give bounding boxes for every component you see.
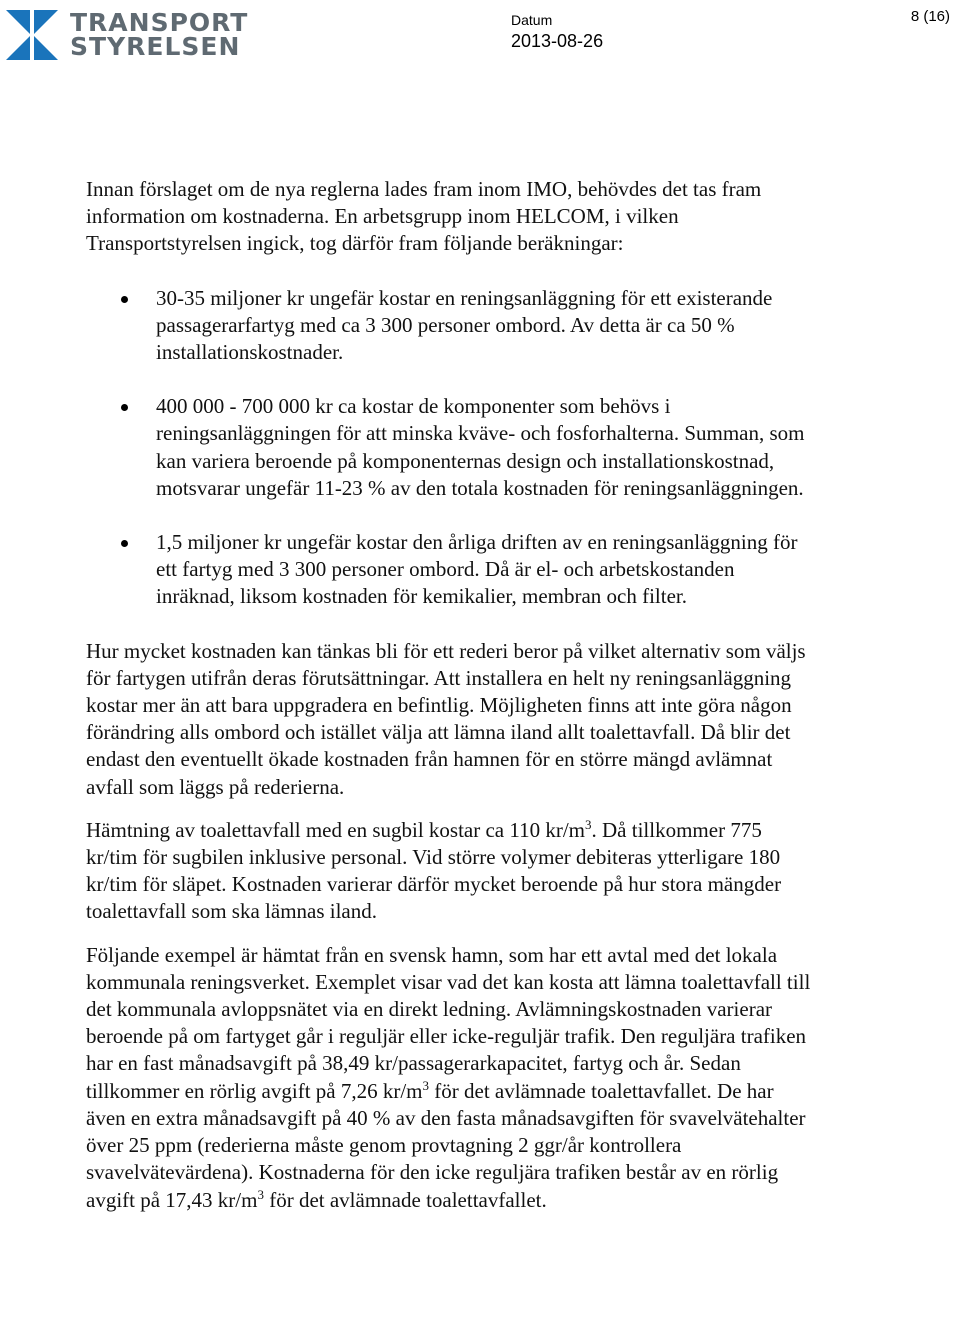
logo-wordmark [70, 8, 249, 61]
document-body [86, 176, 816, 1214]
superscript: 3 [422, 1077, 430, 1093]
logo-line-2: STYRELSEN [70, 32, 241, 61]
superscript: 3 [257, 1186, 264, 1202]
text-run: Hämtning av toalettavfall med en sugbil kostar ca 110 kr/m [86, 817, 586, 842]
text-run: för det avlämnade toalettavfallet. [263, 1187, 547, 1212]
text-run: för det avlämnade toalettavfallet. De har även en extra månadsavgift på 40 % av den fasta månadsavgiften för svavelvätehalter över 25 ppm (rederierna måste genom provtagning 2 ggr/år kontrollera svavelvätevärdena). Kostnaderna för den icke reguljära trafiken består av en rörlig avgift på 17,43 kr/m [86, 1078, 806, 1212]
intro-paragraph: Innan förslaget om de nya reglerna lades fram inom IMO, behövdes det tas fram information om kostnaderna. En arbetsgrupp inom HELCOM, i vilken Transportstyrelsen ingick, tog därför fram följande beräkningar: [86, 177, 762, 256]
cost-alternatives-paragraph: Hur mycket kostnaden kan tänkas bli för ett rederi beror på vilket alternativ som väljs för fartygen utifrån deras förutsättningar. Att installera en helt ny reningsanläggning kostar mer än att bara uppgradera en befintlig. Möjligheten finns att inte göra någon förändring alls ombord och istället välja att lämna iland allt toalettavfall. Då blir det endast den eventuellt ökade kostnaden från hamnen för en större mängd avlämnat avfall som läggs på rederierna. [86, 638, 806, 799]
port-example-paragraph [86, 942, 816, 1214]
bullet-text: 1,5 miljoner kr ungefär kostar den årliga driften av en reningsanläggning för ett fartyg med 3 300 personer ombord. Då är el- och arbetskostanden inräknad, liksom kostnaden för kemikalier, membran och filter. [156, 530, 798, 609]
text-run: . Då tillkommer 775 kr/tim för sugbilen inklusive personal. Vid större volymer debiteras ytterligare 180 kr/tim för släpet. Kostnaden varierar därför mycket beroende på hur stora mängder toalettavfall som ska lämnas iland. [86, 817, 782, 924]
superscript: 3 [585, 816, 592, 832]
text-run: Följande exempel är hämtat från en svensk hamn, som har ett avtal med det lokala kommunala reningsverket. Exemplet visar vad det kan kosta att lämna toalettavfall till det kommunala avloppsnätet via en direkt ledning. Avlämningskostnaden varierar beroende på om fartyget går i reguljär eller icke-reguljär trafik. Den reguljära trafiken har en fast månadsavgift på 38,49 kr/passagerarkapacitet, fartyg och år. Sedan tillkommer en rörlig avgift på 7,26 kr/m [86, 942, 811, 1103]
date-label: Datum [511, 12, 553, 28]
transportstyrelsen-logo-icon [4, 8, 62, 62]
bullet-icon [121, 540, 128, 547]
bullet-item [86, 285, 816, 367]
page-number: 8 (16) [910, 8, 950, 25]
suction-truck-paragraph [86, 817, 816, 926]
logo-line-1: TRANSPORT [70, 8, 249, 37]
bullet-text: 30-35 miljoner kr ungefär kostar en reningsanläggning för ett existerande passagerarfartyg med ca 3 300 personer ombord. Av detta är ca 50 % installationskostnader. [156, 285, 773, 365]
bullet-item [86, 529, 816, 611]
bullet-icon [121, 404, 128, 411]
bullet-item [86, 393, 816, 502]
transportstyrelsen-logo [4, 8, 249, 62]
cost-bullet-list [86, 285, 816, 611]
bullet-text: 400 000 - 700 000 kr ca kostar de komponenter som behövs i reningsanläggningen för att minska kväve- och fosforhalterna. Summan, som kan variera beroende på komponenternas design och installationskostnad, motsvarar ungefär 11-23 % av den totala kostnaden för reningsanläggningen. [156, 394, 805, 500]
date-value: 2013-08-26 [511, 31, 604, 51]
bullet-icon [121, 296, 128, 303]
